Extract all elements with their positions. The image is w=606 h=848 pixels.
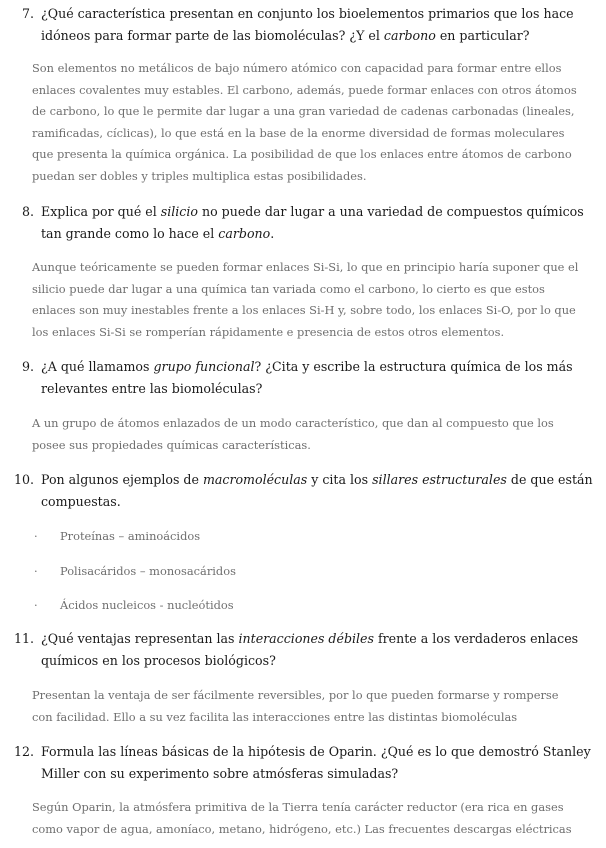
list-item-text: Proteínas – aminoácidos xyxy=(60,529,201,543)
question-text-part: ? ¿Cita y escribe la estructura química de los más relevantes entre las biomoléculas? xyxy=(41,359,573,396)
question-9 xyxy=(0,356,600,400)
question-number: 8. xyxy=(21,204,34,219)
question-12 xyxy=(0,741,600,785)
question-text-part: ¿A qué llamamos xyxy=(41,359,154,374)
question-text-part: ¿Qué característica presentan en conjunto los bioelementos primarios que los hace idóneos para formar parte de las biomoléculas? ¿Y el xyxy=(41,6,574,43)
bullet-icon: · xyxy=(34,598,38,612)
question-emphasis: silicio xyxy=(160,204,198,219)
question-text-part: Formula las líneas básicas de la hipótesis de Oparin. ¿Qué es lo que demostró Stanley Miller con su experimento sobre atmósferas simuladas? xyxy=(41,744,591,781)
answer-9: A un grupo de átomos enlazados de un modo característico, que dan al compuesto que los posee sus propiedades químicas características. xyxy=(32,416,554,452)
question-emphasis: carbono xyxy=(218,226,271,241)
question-text-part: frente a los verdaderos enlaces químicos en los procesos biológicos? xyxy=(41,631,579,668)
list-item-text: Ácidos nucleicos - nucleótidos xyxy=(60,598,234,612)
question-text xyxy=(41,741,597,785)
question-text xyxy=(41,469,597,513)
question-text-part: y cita los xyxy=(307,472,373,487)
question-10 xyxy=(0,469,600,513)
bullet-icon: · xyxy=(34,564,38,578)
question-emphasis: grupo funcional xyxy=(153,359,255,374)
question-text xyxy=(41,356,597,400)
question-number: 12. xyxy=(13,744,34,759)
answer-11: Presentan la ventaja de ser fácilmente reversibles, por lo que pueden formarse y romperse con facilidad. Ello a su vez facilita las interacciones entre las distintas biomoléculas xyxy=(32,688,559,724)
answer-7: Son elementos no metálicos de bajo número atómico con capacidad para formar entre ellos enlaces covalentes muy estables. El carbono, además, puede formar enlaces con otros átomos de carbono, lo que le permite dar lugar a una gran variedad de cadenas carbonadas (lineales, ramificadas, cíclicas), lo que está en la base de la enorme diversidad de formas moleculares que presenta la química orgánica. La posibilidad de que los enlaces entre átomos de carbono puedan ser dobles y triples multiplica estas posibilidades. xyxy=(32,61,577,183)
question-emphasis: carbono xyxy=(383,28,436,43)
question-number: 9. xyxy=(21,359,34,374)
question-text-part: en particular? xyxy=(435,28,530,43)
question-text xyxy=(41,3,597,47)
question-number: 7. xyxy=(21,6,34,21)
question-emphasis: interacciones débiles xyxy=(238,631,374,646)
question-text-part: . xyxy=(270,226,275,241)
question-text-part: de que están compuestas. xyxy=(41,472,593,509)
question-text xyxy=(41,628,597,672)
question-emphasis: macromoléculas xyxy=(202,472,308,487)
answer-8: Aunque teóricamente se pueden formar enlaces Si-Si, lo que en principio haría suponer que el silicio puede dar lugar a una química tan variada como el carbono, lo cierto es que estos enlaces son muy inestables frente a los enlaces Si-H y, sobre todo, los enlaces Si-O, por lo que los enlaces Si-Si se romperían rápidamente e presencia de estos otros elementos. xyxy=(32,260,579,339)
question-number: 10. xyxy=(13,472,34,487)
question-text xyxy=(41,201,597,245)
bullet-icon: · xyxy=(34,529,38,543)
question-emphasis: sillares estructurales xyxy=(372,472,507,487)
question-text-part: no puede dar lugar a una variedad de compuestos químicos tan grande como lo hace el xyxy=(41,204,584,241)
question-text-part: Pon algunos ejemplos de xyxy=(41,472,203,487)
question-8 xyxy=(0,201,600,245)
question-11 xyxy=(0,628,600,672)
list-item-text: Polisacáridos – monosacáridos xyxy=(60,564,236,578)
answer-12: Según Oparin, la atmósfera primitiva de la Tierra tenía carácter reductor (era rica en gases como vapor de agua, amoníaco, metano, hidrógeno, etc.) Las frecuentes descargas eléctricas xyxy=(32,800,572,836)
question-text-part: ¿Qué ventajas representan las xyxy=(41,631,239,646)
question-text-part: Explica por qué el xyxy=(41,204,161,219)
question-number: 11. xyxy=(13,631,34,646)
question-7 xyxy=(0,3,600,47)
